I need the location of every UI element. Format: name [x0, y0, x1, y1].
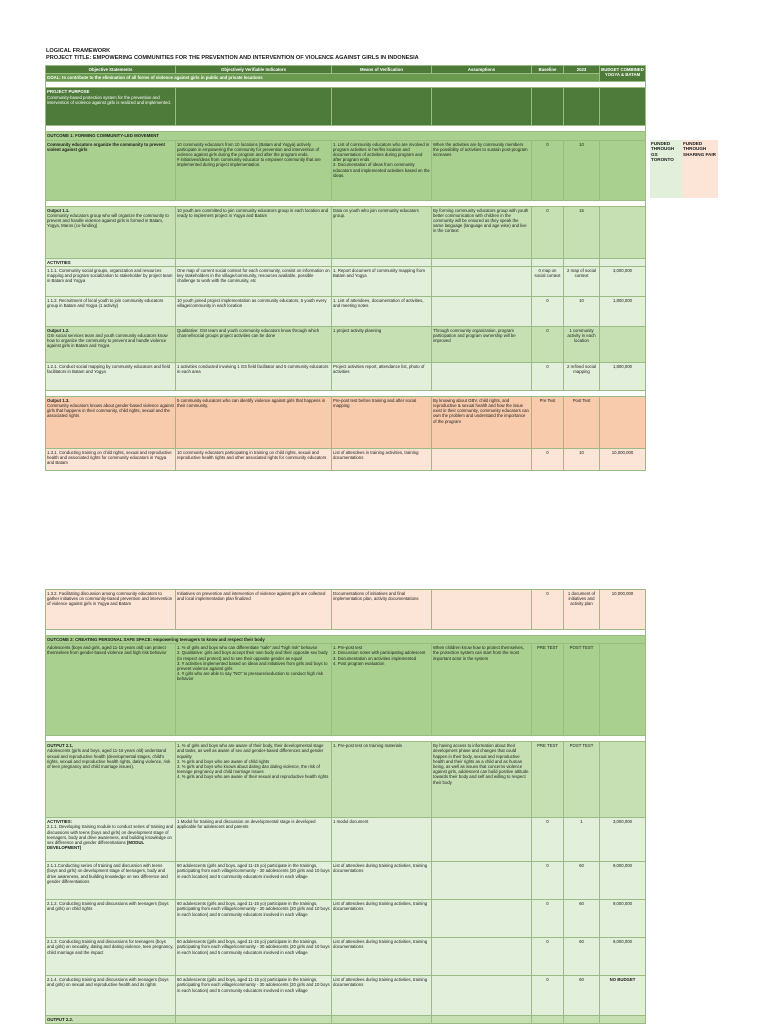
logframe-table-page1 [45, 65, 646, 471]
a112-2023: 10 [564, 296, 600, 326]
a212-2023: 60 [564, 900, 600, 938]
a111-budget: 3,000,000 [600, 266, 646, 296]
outcome1-row [46, 132, 646, 140]
a112-means: 1. List of attendees, documentation of activities, and meeting notes [332, 296, 432, 326]
a121-indicator: 1 activities conducted involving 1 GS field facilitator and 5 community educators in each area [176, 362, 332, 390]
a213-baseline: 0 [532, 938, 564, 976]
a211-2023: 1 [564, 818, 600, 862]
out11-indicator: 10 youth are committed to join community educators group in each location and ready to implement project in Yogya and Batam [176, 206, 332, 258]
a211-budget: 3,000,000 [600, 818, 646, 862]
o1-objective: Community educators organize the community to prevent violent against girls [46, 140, 176, 200]
a211b-objective: 2.1.1.Conducting series of training and discussion with teens (boys and girls) on development stage of teenagers, body and drive awareness, and building knowledge on sex difference and gender differentiations [46, 862, 176, 900]
activity-132-row [46, 590, 646, 630]
a211b-means: List of attendees during training activities, training documentations [332, 862, 432, 900]
a213-2023: 60 [564, 938, 600, 976]
a111-indicator: One map of current social context for each community, consist on information on key stakeholders in the village/community, resources available, possible challenge to work with the community, etc [176, 266, 332, 296]
out11-label: Output 1.1. [47, 207, 70, 213]
out21-2023: POST TEST [564, 742, 600, 818]
output13-row [46, 396, 646, 448]
a112-baseline: 0 [532, 296, 564, 326]
a211b-2023: 60 [564, 862, 600, 900]
out13-2023: Post Test [564, 396, 600, 448]
a132-indicator: Initiatives on prevention and intervention of violence against girls are collected and local implementation plan finalized [176, 590, 332, 630]
a212-objective: 2.1.2. Conducting training and discussions with teenagers (boys and girls) on child rights [46, 900, 176, 938]
a212-budget: 9,000,000 [600, 900, 646, 938]
a132-2023: 1 document of initiatives and activity plan [564, 590, 600, 630]
o2-indicator-row [46, 644, 646, 736]
col-assumptions: Assumptions [432, 66, 532, 74]
out12-label: Output 1.2. [47, 327, 70, 333]
out21-means: 1. Pre-post test on training materials [332, 742, 432, 818]
output11-row [46, 206, 646, 258]
a131-objective: 1.3.1. Conducting training on child rights, sexual and reproductive health and associated rights for community educators in Yogya and Batam [46, 448, 176, 470]
o1-means: 1. List of community educators who are involved in program activities in her/his location and documentation of activities during program and after program ends 2. Documentation of ideas from community educators and implemented activities based on the ideas. [332, 140, 432, 200]
out12-2023: 1 community activity in each location [564, 326, 600, 362]
a211-cell [46, 818, 176, 862]
out11-baseline: 0 [532, 206, 564, 258]
activities-label: ACTIVITIES [46, 258, 176, 266]
out13-means: Pre-post test before training and after social mapping [332, 396, 432, 448]
a112-budget: 1,800,000 [600, 296, 646, 326]
a214-objective: 2.1.4. Conducting training and discussions with teenagers (boys and girls) on sexual and reproductive health and its rights [46, 976, 176, 1016]
col-baseline: Baseline [532, 66, 564, 74]
activity-212-row [46, 900, 646, 938]
o2-assumption: When children know how to protect themselves, the protection system can start from the most important actor in the system [432, 644, 532, 736]
out21-baseline: PRE TEST [532, 742, 564, 818]
a211-objective: 2.1.1. Developing training module to conduct series of training and discussions with teens (boys and girls) on development stage of teenagers, body and drive awareness, and building knowledge on sex difference and gender differentiations [47, 824, 174, 846]
out11-means: Data on youth who join community educators group. [332, 206, 432, 258]
activity-214-row [46, 976, 646, 1016]
a211b-baseline: 0 [532, 862, 564, 900]
a111-baseline: 0 map on social context [532, 266, 564, 296]
activity-131-row [46, 448, 646, 470]
col-2023: 2023 [564, 66, 600, 74]
out13-indicator: 5 community educators who can identify violence against girls that happens in their community. [176, 396, 332, 448]
a132-objective: 1.3.2. Facilitating discussion among community educators to gather initiatives on community-based prevention and intervention of violence against girls in Yogya and Batam [46, 590, 176, 630]
outcome2-row [46, 636, 646, 644]
side-note-toronto: FUNDED THROUGH GS TORONTO [650, 140, 682, 198]
a131-2023: 10 [564, 448, 600, 470]
a211b-budget: 9,000,000 [600, 862, 646, 900]
o2-indicator: 1. % of girls and boys who can differentiate "safe" and "high risk" behavior 2. Qualitative: girls and boys accept their own body and their opposite sex body (to respect and protect) and to see their opposite gender as equal 3. # activities implemented based on ideas and initiatives from girls and boys to prevent violence against girls 4. # girls who are able to say "NO" to pressure/seduction to conduct high risk behavior [176, 644, 332, 736]
out11-cell [46, 206, 176, 258]
output22-row [46, 1016, 646, 1024]
a121-means: Project activities report, attendance list, photo of activities [332, 362, 432, 390]
a121-objective: 1.2.1. Conduct social mapping by community educators and field facilitators in Batam and Yogya [46, 362, 176, 390]
o2-2023: POST TEST [564, 644, 600, 736]
col-means: Means of Verification [332, 66, 432, 74]
out21-assumption: By having access to information about their development phase and changes that could happen in their body, sexual and reproductive health and their rights as a child and as human being, as well as issues that concerns violence against girls, adolescent can build positive attitude towards their body and self and willing to respect their body [432, 742, 532, 818]
col-indicators: Objectively Verifiable Indicators [176, 66, 332, 74]
o1-baseline: 0 [532, 140, 564, 200]
activity-112-row [46, 296, 646, 326]
a214-means: List of attendees during training activities, training documentations [332, 976, 432, 1016]
out13-baseline: Pre Test [532, 396, 564, 448]
a213-objective: 2.1.3. Conducting training and discussions for teenagers (boys and girls) on sexuality, dating and dating violence, teen pregnancy, child marriage and the impact [46, 938, 176, 976]
a111-2023: 2 map of social context [564, 266, 600, 296]
out13-objective: Community educators knows about gender-based violence against girls that happens in their community, child rights, sexual and the associated rights [47, 403, 174, 419]
purpose-title: PROJECT PURPOSE [47, 89, 90, 95]
a211-indicator: 1 Modul for training and discussion on developmental stage is developed applicable for adolescent and parents [176, 818, 332, 862]
a211-means: 1 modul document [332, 818, 432, 862]
out12-means: 1 project activity planning [332, 326, 432, 362]
a211b-indicator: 60 adolescents (girls and boys, aged 11-15 yo) participate in the trainings, participating from each village/community - 30 adolescents (20 girls and 10 boys in each location) and 5 community educators involved in each village [176, 862, 332, 900]
out21-label: OUTPUT 2.1. [47, 743, 74, 749]
a131-budget: 10,000,000 [600, 448, 646, 470]
out11-assumption: By forming community educators group with youth better communication with children in the community will be ensured as they speak the same language (language and age wise) and live in the context [432, 206, 532, 258]
a131-baseline: 0 [532, 448, 564, 470]
activity-211b-row [46, 862, 646, 900]
a132-baseline: 0 [532, 590, 564, 630]
o1-assumption: When the activities are by community members the possibility of activities to sustain post-program increases [432, 140, 532, 200]
a132-budget: 10,000,000 [600, 590, 646, 630]
a131-means: List of attendees in training activities, training documentations [332, 448, 432, 470]
output12-row [46, 326, 646, 362]
out22-label: OUTPUT 2.2. [46, 1016, 176, 1024]
out12-indicator: Qualitative: GSI team and youth community educators know through which channel/social groups project activities can be done [176, 326, 332, 362]
goal-row [46, 74, 646, 82]
goal-text: GOAL: to contribute to the elimination of all forms of violence against girls in public and private locations [46, 74, 600, 82]
out11-objective: Community educators group who will organize the community to prevent and handle violence against girls is formed in Batam, Yogya, Maros (co-funding) [47, 212, 169, 229]
o1-2023: 10 [564, 140, 600, 200]
purpose-row [46, 88, 646, 126]
o2-objective: Adolescents (boys and girls, aged 11-15 years old) can protect themselves from gender-based violence and high risk behavior [46, 644, 176, 736]
a121-2023: 2 refined social mapping [564, 362, 600, 390]
out12-objective: GSI social services team and youth community educators know how to organize the community to prevent and handle violence against girls in Batam and Yogya [47, 333, 168, 349]
purpose-cell [46, 88, 176, 126]
out21-cell [46, 742, 176, 818]
a111-means: 1. Report document of community mapping from Batam and Yogya [332, 266, 432, 296]
col-budget: BUDGET COMBINED YOGYA & BATAM [600, 66, 646, 82]
activity-121-row [46, 362, 646, 390]
a121-baseline: 0 [532, 362, 564, 390]
o1-indicator: 10 community educators from 10 locations (Batam and Yogya) actively participate in empowering the community for prevention and intervention of violence against girls during the program and after the program ends. # initiatives/ideas from community educator to empower community that are implemented during project implementation. [176, 140, 332, 200]
activity-211-row [46, 818, 646, 862]
side-note-sharing: FUNDED THROUGH SHARING FAIR [682, 140, 718, 198]
a214-budget: NO BUDGET [600, 976, 646, 1016]
out11-2023: 15 [564, 206, 600, 258]
o2-means: 1. Pre-post test 2. Discussion notes with participating adolescent 3. Documentation on activities implemented 4. Post program evaluation [332, 644, 432, 736]
o1-indicator-row [46, 140, 646, 200]
a211-baseline: 0 [532, 818, 564, 862]
a111-objective: 1.1.1. Community social groups, organization and resources mapping and program socialization to stakeholder by project team in Batam and Yogya [46, 266, 176, 296]
a131-indicator: 10 community educators participating in training on child rights, sexual and reproductive health rights and other associated rights for community educators [176, 448, 332, 470]
a212-baseline: 0 [532, 900, 564, 938]
out12-baseline: 0 [532, 326, 564, 362]
outcome1-title: OUTCOME 1: FORMING COMMUNITY-LED MOVEMENT [46, 132, 646, 140]
output21-row [46, 742, 646, 818]
out12-assumption: Through community organization, program participation and program ownership will be improved [432, 326, 532, 362]
out13-label: Output 1.3. [47, 397, 70, 403]
logframe-table-page2 [45, 589, 646, 1024]
a213-indicator: 60 adolescents (girls and boys, aged 11-15 yo) participate in the trainings, participating from each village/community - 30 adolescents (20 girls and 10 boys in each location) and 5 community educators involved in each village [176, 938, 332, 976]
a212-means: List of attendees during training activities, training documentations [332, 900, 432, 938]
a211-objective-bold: (MODUL DEVELOPMENT) [47, 840, 144, 851]
activities-label-row [46, 258, 646, 266]
activity-111-row [46, 266, 646, 296]
framework-title: LOGICAL FRAMEWORK [46, 48, 111, 54]
a213-budget: 9,000,000 [600, 938, 646, 976]
o2-baseline: PRE TEST [532, 644, 564, 736]
a112-objective: 1.1.2. Recruitment of local youth to join community educators group in Batam and Yogya (1 activity) [46, 296, 176, 326]
out12-cell [46, 326, 176, 362]
a121-budget: 1,800,000 [600, 362, 646, 390]
col-objective: Objective Statements [46, 66, 176, 74]
a132-means: Documentations of initiatives and final implementation plan, activity documentations [332, 590, 432, 630]
out13-cell [46, 396, 176, 448]
a213-means: List of attendees during training activities, training documentations [332, 938, 432, 976]
activities2-label: ACTIVITIES: [47, 819, 73, 825]
a212-indicator: 60 adolescents (girls and boys, aged 11-15 yo) participate in the trainings, participating from each village/community - 30 adolescents (20 girls and 10 boys in each location) and 5 community educators involved in each village [176, 900, 332, 938]
purpose-text: Community-based protection system for the prevention and intervention of violence against girls is realized and implemented. [47, 94, 171, 105]
outcome2-title: OUTCOME 2: CREATING PERSONAL SAFE SPACE: empowering teenagers to know and respect their body [46, 636, 646, 644]
a214-indicator: 60 adolescents (girls and boys, aged 11-15 yo) participate in the trainings, participating from each village/community - 30 adolescents (20 girls and 10 boys in each location) and 5 community educators involved in each village [176, 976, 332, 1016]
out13-assumption: By knowing about GBV, child rights, and reproductive & sexual health and how the issue exist in their community, community educators can own the problem and understand the importance of the program [432, 396, 532, 448]
out21-indicator: 1. % of girls and boys who are aware of their body, their developmental stage and tasks, as well as aware of sex and gender-based differences and gender equality 2. % girls and boys who are aware of child rights 3. % girls and boys who knows about dating dan dating violence, the risk of teenage pregnancy and child marriage issues 4. % girls and boys who are aware of their sexual and reproductive health rights [176, 742, 332, 818]
activity-213-row [46, 938, 646, 976]
a112-indicator: 10 youth joined project implementation as community educators, 5 youth every village/community in each location [176, 296, 332, 326]
a214-2023: 60 [564, 976, 600, 1016]
project-title: PROJECT TITLE: EMPOWERING COMMUNITIES FOR THE PREVENTION AND INTERVENTION OF VIOLENCE AGAINST GIRLS IN INDONESIA [46, 55, 419, 61]
out21-objective: Adolescents (girls and boys, aged 11-15 years old) understand sexual and reproductive health (developmental stages, child's rights, sexual and reproductive health rights, dating violence, risk of teen pregnancy and child marriage issues). [47, 748, 171, 770]
column-header-row [46, 66, 646, 74]
a214-baseline: 0 [532, 976, 564, 1016]
